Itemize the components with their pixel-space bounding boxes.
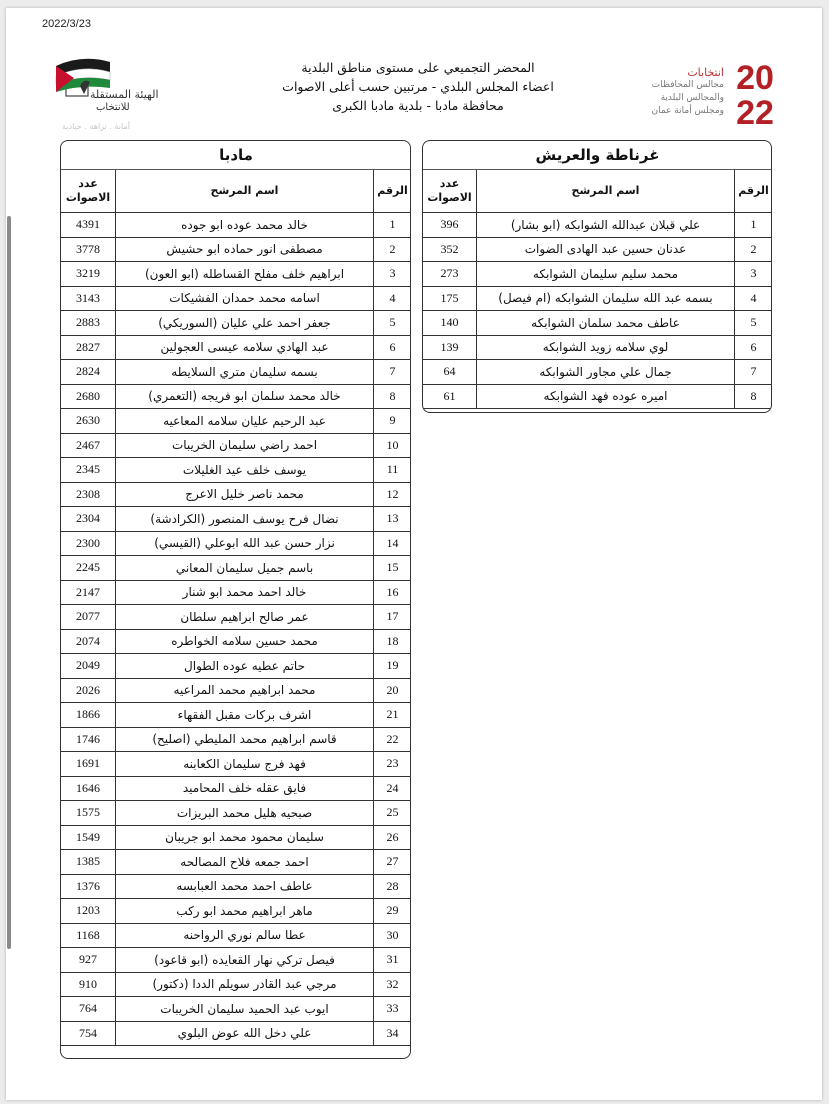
vote-count: 1575 [61, 801, 116, 826]
row-number: 17 [374, 605, 411, 630]
elections-2022-logo [640, 58, 780, 130]
row-number: 4 [374, 286, 411, 311]
year-top: 20 [736, 59, 774, 97]
candidate-name: عطا سالم نوري الرواحنه [116, 923, 374, 948]
table-row [61, 580, 412, 605]
vote-count: 2827 [61, 335, 116, 360]
candidate-name: عبد الهادي سلامه عيسى العجولين [116, 335, 374, 360]
header-line-1: المحضر التجميعي على مستوى مناطق البلدية [301, 60, 535, 75]
row-number: 6 [735, 335, 772, 360]
table-row [423, 262, 773, 287]
candidate-name: نزار حسن عبد الله ابوعلي (القيسي) [116, 531, 374, 556]
row-number: 12 [374, 482, 411, 507]
row-number: 18 [374, 629, 411, 654]
row-number: 9 [374, 409, 411, 434]
table-row [61, 1021, 412, 1046]
candidate-name: قاسم ابراهيم محمد المليطي (اصليح) [116, 727, 374, 752]
header-line-2: اعضاء المجلس البلدي - مرتبين حسب أعلى الاصوات [282, 79, 554, 94]
table-row [61, 801, 412, 826]
vote-count: 352 [423, 237, 477, 262]
candidate-name: جعفر احمد علي عليان (السوريكي) [116, 311, 374, 336]
iec-tagline: أمانة . نزاهة . حيادية [62, 122, 130, 131]
column-header-name: اسم المرشح [477, 170, 735, 213]
table-row [61, 286, 412, 311]
table-row [61, 899, 412, 924]
row-number: 24 [374, 776, 411, 801]
vote-count: 1203 [61, 899, 116, 924]
table-row [423, 213, 773, 238]
elections-word: انتخابات [687, 66, 724, 79]
table-row [423, 384, 773, 409]
vote-count: 1168 [61, 923, 116, 948]
candidate-name: حاتم عطيه عوده الطوال [116, 654, 374, 679]
row-number: 20 [374, 678, 411, 703]
row-number: 1 [374, 213, 411, 238]
table-row [61, 752, 412, 777]
vote-count: 927 [61, 948, 116, 973]
elections-line-1: مجالس المحافظات [651, 80, 724, 90]
row-number: 30 [374, 923, 411, 948]
candidate-name: خالد محمد عوده ابو جوده [116, 213, 374, 238]
candidate-name: ايوب عبد الحميد سليمان الخريبات [116, 997, 374, 1022]
table-row [61, 948, 412, 973]
row-number: 23 [374, 752, 411, 777]
iec-logo [52, 52, 192, 134]
table-row [61, 384, 412, 409]
table-row [61, 654, 412, 679]
table-row [61, 972, 412, 997]
candidate-name: عاطف احمد محمد العبابسه [116, 874, 374, 899]
row-number: 2 [735, 237, 772, 262]
vote-count: 273 [423, 262, 477, 287]
row-number: 1 [735, 213, 772, 238]
row-number: 6 [374, 335, 411, 360]
column-header-name: اسم المرشح [116, 170, 374, 213]
vote-count: 754 [61, 1021, 116, 1046]
row-number: 27 [374, 850, 411, 875]
vote-count: 2680 [61, 384, 116, 409]
row-number: 3 [735, 262, 772, 287]
vote-count: 2300 [61, 531, 116, 556]
table-row [61, 703, 412, 728]
elections-words [652, 66, 724, 118]
candidate-name: صبحيه هليل محمد البريزات [116, 801, 374, 826]
row-number: 31 [374, 948, 411, 973]
table-row [61, 237, 412, 262]
vote-count: 2630 [61, 409, 116, 434]
vote-count: 1646 [61, 776, 116, 801]
iec-name-line1: الهيئة المستقلة [90, 88, 159, 101]
candidate-name: محمد ابراهيم محمد المراعيه [116, 678, 374, 703]
table-row [61, 311, 412, 336]
iec-name-line2: للانتخاب [96, 102, 130, 113]
column-header-no: الرقم [374, 170, 411, 213]
vote-count: 139 [423, 335, 477, 360]
vote-count: 2245 [61, 556, 116, 581]
vote-count: 2883 [61, 311, 116, 336]
table-row [61, 997, 412, 1022]
table-row [61, 262, 412, 287]
candidate-name: جمال علي مجاور الشوابكه [477, 360, 735, 385]
table-row [423, 286, 773, 311]
table-row [61, 360, 412, 385]
candidate-name: عبد الرحيم عليان سلامه المعاعيه [116, 409, 374, 434]
candidate-name: اميره عوده فهد الشوابكه [477, 384, 735, 409]
vote-count: 764 [61, 997, 116, 1022]
vote-count: 1376 [61, 874, 116, 899]
vote-count: 4391 [61, 213, 116, 238]
table-row [61, 850, 412, 875]
vote-count: 2077 [61, 605, 116, 630]
table-row [61, 482, 412, 507]
year-bottom: 22 [736, 94, 774, 126]
candidate-name: يوسف خلف عيد الغليلات [116, 458, 374, 483]
region-title: غرناطة والعريش [423, 141, 773, 170]
row-number: 5 [735, 311, 772, 336]
candidate-name: علي دخل الله عوض البلوي [116, 1021, 374, 1046]
row-number: 34 [374, 1021, 411, 1046]
table-row [61, 507, 412, 532]
candidate-name: بسمه عبد الله سليمان الشوابكه (ام فيصل) [477, 286, 735, 311]
year-2022-mark [730, 58, 780, 126]
candidate-name: ابراهيم خلف مفلح القساطله (ابو العون) [116, 262, 374, 287]
vote-count: 2308 [61, 482, 116, 507]
row-number: 8 [374, 384, 411, 409]
row-number: 13 [374, 507, 411, 532]
row-number: 8 [735, 384, 772, 409]
candidate-name: لوي سلامه زويد الشوابكه [477, 335, 735, 360]
vote-count: 2467 [61, 433, 116, 458]
row-number: 15 [374, 556, 411, 581]
row-number: 21 [374, 703, 411, 728]
vote-count: 1549 [61, 825, 116, 850]
row-number: 16 [374, 580, 411, 605]
row-number: 3 [374, 262, 411, 287]
candidate-name: فيصل تركي نهار القعايده (ابو قاعود) [116, 948, 374, 973]
vote-count: 3219 [61, 262, 116, 287]
vote-count: 1385 [61, 850, 116, 875]
vote-count: 140 [423, 311, 477, 336]
table-row [61, 556, 412, 581]
table-row [61, 923, 412, 948]
row-number: 7 [735, 360, 772, 385]
table-row [61, 629, 412, 654]
row-number: 22 [374, 727, 411, 752]
row-number: 32 [374, 972, 411, 997]
table-row [423, 335, 773, 360]
column-header-votes: عدد الاصوات [61, 170, 116, 213]
table-row [423, 360, 773, 385]
row-number: 11 [374, 458, 411, 483]
candidate-name: عدنان حسين عبد الهادى الضوات [477, 237, 735, 262]
candidate-name: محمد ناصر خليل الاعرج [116, 482, 374, 507]
candidate-name: بسمه سليمان متري السلايطه [116, 360, 374, 385]
table-row [61, 605, 412, 630]
candidate-name: احمد راضي سليمان الخريبات [116, 433, 374, 458]
vote-count: 175 [423, 286, 477, 311]
candidate-name: محمد حسين سلامه الخواطره [116, 629, 374, 654]
table-row [61, 727, 412, 752]
row-number: 25 [374, 801, 411, 826]
row-number: 29 [374, 899, 411, 924]
row-number: 26 [374, 825, 411, 850]
candidate-name: اسامه محمد حمدان الفشيكات [116, 286, 374, 311]
vote-count: 61 [423, 384, 477, 409]
row-number: 33 [374, 997, 411, 1022]
table-row [61, 458, 412, 483]
elections-line-3: ومجلس أمانة عمان [651, 106, 724, 116]
candidate-name: اشرف بركات مقبل الفقهاء [116, 703, 374, 728]
vote-count: 1691 [61, 752, 116, 777]
table-row [61, 531, 412, 556]
vote-count: 2049 [61, 654, 116, 679]
row-number: 10 [374, 433, 411, 458]
vote-count: 2345 [61, 458, 116, 483]
vote-count: 2304 [61, 507, 116, 532]
candidate-name: نضال فرح يوسف المنصور (الكرادشة) [116, 507, 374, 532]
table-row [423, 311, 773, 336]
table-row [61, 409, 412, 434]
candidate-name: خالد احمد محمد ابو شنار [116, 580, 374, 605]
table-row [61, 335, 412, 360]
candidate-name: خالد محمد سلمان ابو فريجه (التعمري) [116, 384, 374, 409]
document-date: 2022/3/23 [42, 18, 91, 30]
candidate-name: ماهر ابراهيم محمد ابو ركب [116, 899, 374, 924]
row-number: 14 [374, 531, 411, 556]
row-number: 19 [374, 654, 411, 679]
table-row [61, 825, 412, 850]
region-title: مادبا [61, 141, 412, 170]
table-gharnata [422, 140, 772, 413]
vote-count: 1746 [61, 727, 116, 752]
vote-count: 1866 [61, 703, 116, 728]
candidate-name: مرجي عبد القادر سويلم الددا (دكتور) [116, 972, 374, 997]
table-row [61, 776, 412, 801]
elections-line-2: والمجالس البلدية [660, 93, 724, 103]
row-number: 7 [374, 360, 411, 385]
candidate-name: احمد جمعه فلاح المصالحه [116, 850, 374, 875]
candidate-name: عاطف محمد سلمان الشوابكه [477, 311, 735, 336]
header-line-3: محافظة مادبا - بلدية مادبا الكبرى [332, 98, 504, 113]
candidate-name: علي قبلان عبدالله الشوابكه (ابو بشار) [477, 213, 735, 238]
candidate-name: فايق عقله خلف المحاميد [116, 776, 374, 801]
vote-count: 2147 [61, 580, 116, 605]
vote-count: 3143 [61, 286, 116, 311]
candidate-name: سليمان محمود محمد ابو جريبان [116, 825, 374, 850]
table-row [61, 874, 412, 899]
table-row [61, 433, 412, 458]
vote-count: 396 [423, 213, 477, 238]
candidate-name: عمر صالح ابراهيم سلطان [116, 605, 374, 630]
vote-count: 2824 [61, 360, 116, 385]
vote-count: 3778 [61, 237, 116, 262]
table-row [423, 237, 773, 262]
candidate-name: باسم جميل سليمان المعاني [116, 556, 374, 581]
column-header-no: الرقم [735, 170, 772, 213]
table-row [61, 213, 412, 238]
row-number: 5 [374, 311, 411, 336]
scrollbar[interactable] [7, 216, 11, 949]
document-header [250, 58, 586, 115]
candidate-name: محمد سليم سليمان الشوابكه [477, 262, 735, 287]
table-madaba [60, 140, 411, 1059]
row-number: 4 [735, 286, 772, 311]
vote-count: 910 [61, 972, 116, 997]
vote-count: 2026 [61, 678, 116, 703]
column-header-votes: عدد الاصوات [423, 170, 477, 213]
table-row [61, 678, 412, 703]
row-number: 28 [374, 874, 411, 899]
vote-count: 64 [423, 360, 477, 385]
vote-count: 2074 [61, 629, 116, 654]
candidate-name: مصطفى انور حماده ابو حشيش [116, 237, 374, 262]
candidate-name: فهد فرج سليمان الكعابنه [116, 752, 374, 777]
row-number: 2 [374, 237, 411, 262]
